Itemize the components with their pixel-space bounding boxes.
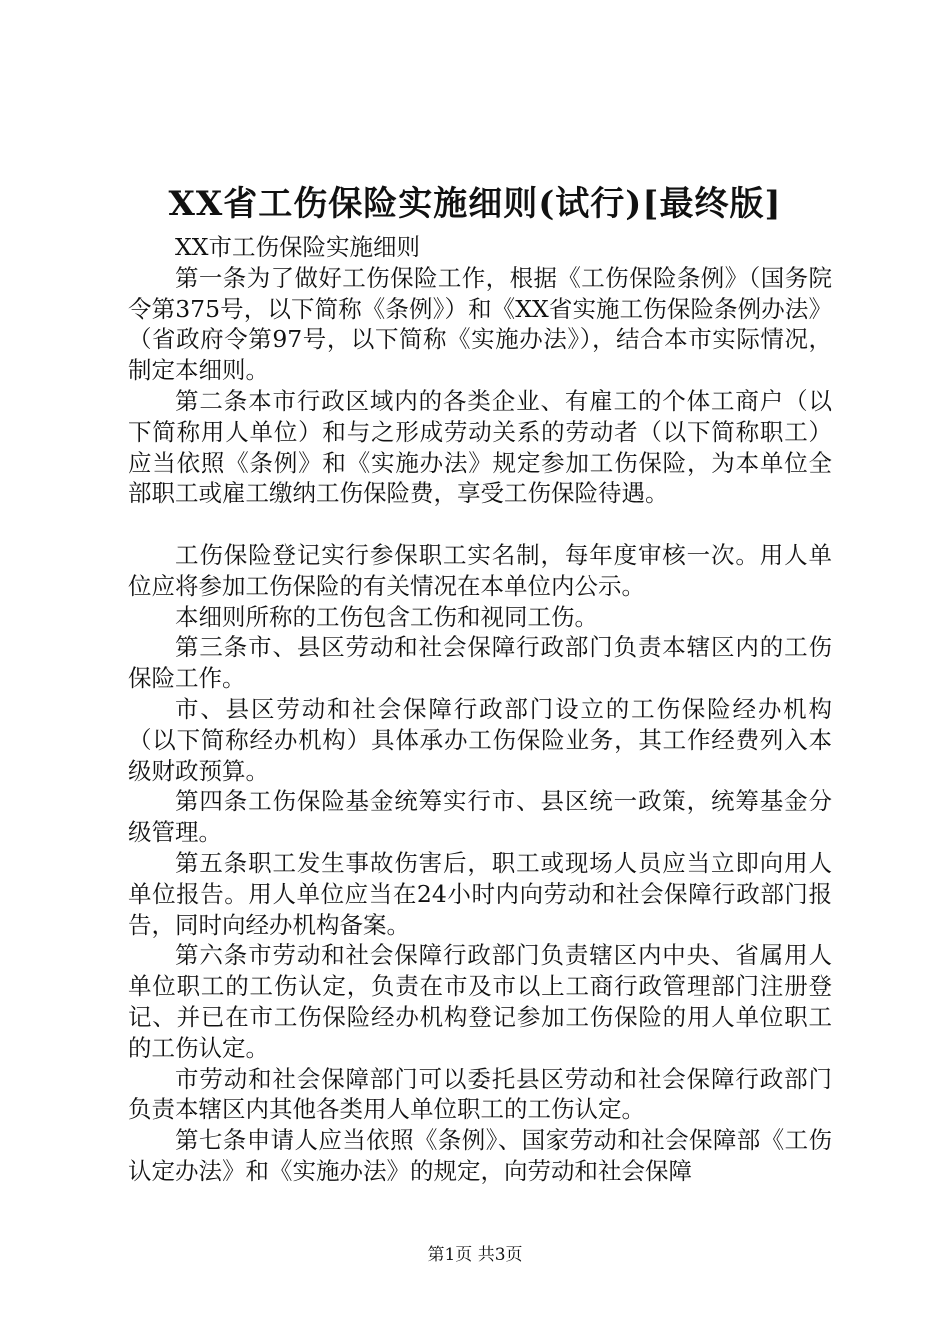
paragraph-article-1: 第一条为了做好工伤保险工作，根据《工伤保险条例》（国务院令第375号，以下简称《条例》）和《XX省实施工伤保险条例办法》（省政府令第97号，以下简称《实施办法》），结合本市实际情况，制定本细则。 [128,263,832,385]
document-body [128,232,832,1187]
paragraph-article-7: 第七条申请人应当依照《条例》、国家劳动和社会保障部《工伤认定办法》和《实施办法》的规定，向劳动和社会保障 [128,1126,832,1185]
paragraph-delegation: 市劳动和社会保障部门可以委托县区劳动和社会保障行政部门负责本辖区内其他各类用人单位职工的工伤认定。 [128,1064,832,1124]
document-title: XX省工伤保险实施细则(试行)[最终版] [168,184,782,224]
paragraph-article-5: 第五条职工发生事故伤害后，职工或现场人员应当立即向用人单位报告。用人单位应当在24小时内向劳动和社会保障行政部门报告，同时向经办机构备案。 [128,848,832,939]
blank-line [128,509,832,540]
paragraph-article-4: 第四条工伤保险基金统筹实行市、县区统一政策，统筹基金分级管理。 [128,787,832,847]
paragraph-agency: 市、县区劳动和社会保障行政部门设立的工伤保险经办机构（以下简称经办机构）具体承办工伤保险业务，其工作经费列入本级财政预算。 [128,694,832,785]
paragraph-injury-definition: 本细则所称的工伤包含工伤和视同工伤。 [175,602,598,631]
paragraph-registration: 工伤保险登记实行参保职工实名制，每年度审核一次。用人单位应将参加工伤保险的有关情况在本单位内公示。 [128,540,832,600]
paragraph-article-6: 第六条市劳动和社会保障行政部门负责辖区内中央、省属用人单位职工的工伤认定，负责在市及市以上工商行政管理部门注册登记、并已在市工伤保险经办机构登记参加工伤保险的用人单位职工的工伤认定。 [128,941,832,1062]
page-footer: 第1页 共3页 [427,1245,523,1265]
paragraph-article-2: 第二条本市行政区域内的各类企业、有雇工的个体工商户（以下简称用人单位）和与之形成劳动关系的劳动者（以下简称职工）应当依照《条例》和《实施办法》规定参加工伤保险，为本单位全部职工或雇工缴纳工伤保险费，享受工伤保险待遇。 [128,386,832,508]
document-subtitle: XX市工伤保险实施细则 [175,233,420,261]
paragraph-article-3: 第三条市、县区劳动和社会保障行政部门负责本辖区内的工伤保险工作。 [128,633,832,693]
